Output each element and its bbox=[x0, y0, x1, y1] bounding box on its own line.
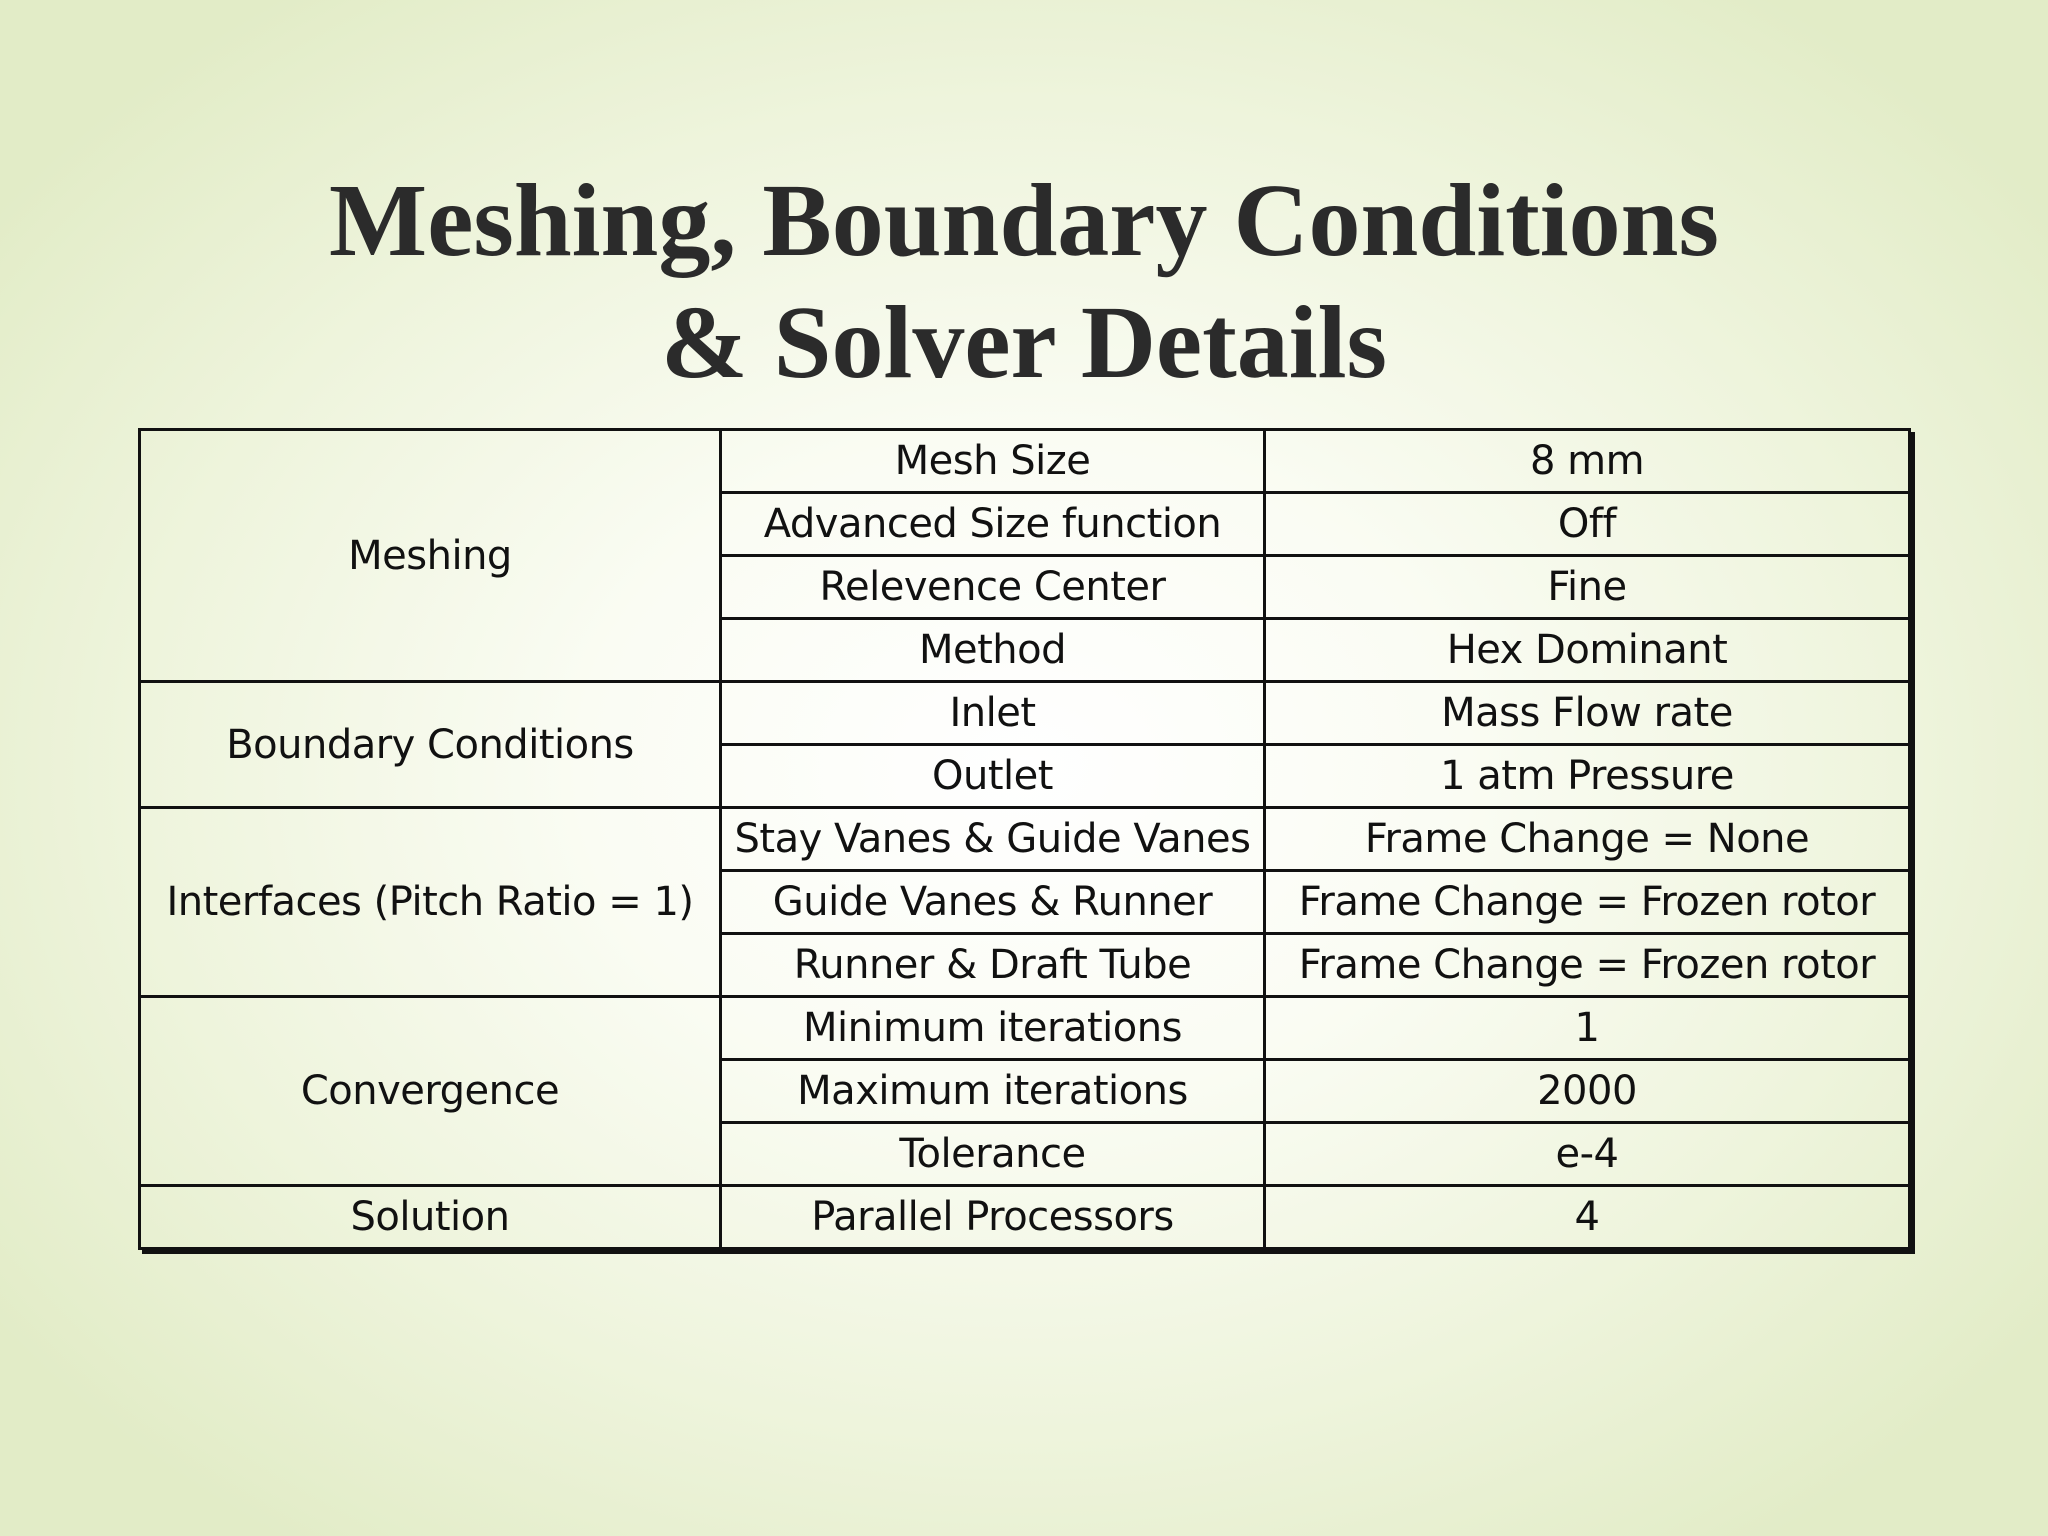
table-row bbox=[140, 430, 1910, 493]
parameter-cell: Mesh Size bbox=[721, 430, 1265, 493]
value-cell: Off bbox=[1265, 493, 1910, 556]
parameter-cell: Runner & Draft Tube bbox=[721, 934, 1265, 997]
group-label-solution: Solution bbox=[140, 1186, 721, 1249]
table-row bbox=[140, 1186, 1910, 1249]
value-cell: 1 bbox=[1265, 997, 1910, 1060]
value-cell: Hex Dominant bbox=[1265, 619, 1910, 682]
parameter-cell: Relevence Center bbox=[721, 556, 1265, 619]
value-cell: 2000 bbox=[1265, 1060, 1910, 1123]
value-cell: Fine bbox=[1265, 556, 1910, 619]
value-cell: Frame Change = Frozen rotor bbox=[1265, 934, 1910, 997]
table-row bbox=[140, 808, 1910, 871]
slide-title-line-2: & Solver Details bbox=[661, 285, 1387, 400]
value-cell: e-4 bbox=[1265, 1123, 1910, 1186]
value-cell: Mass Flow rate bbox=[1265, 682, 1910, 745]
value-cell: 4 bbox=[1265, 1186, 1910, 1249]
parameter-cell: Tolerance bbox=[721, 1123, 1265, 1186]
parameter-cell: Minimum iterations bbox=[721, 997, 1265, 1060]
parameter-cell: Maximum iterations bbox=[721, 1060, 1265, 1123]
parameter-cell: Inlet bbox=[721, 682, 1265, 745]
parameter-cell: Guide Vanes & Runner bbox=[721, 871, 1265, 934]
table-row bbox=[140, 997, 1910, 1060]
parameter-cell: Method bbox=[721, 619, 1265, 682]
value-cell: 8 mm bbox=[1265, 430, 1910, 493]
parameter-cell: Outlet bbox=[721, 745, 1265, 808]
slide-title-line-1: Meshing, Boundary Conditions bbox=[329, 163, 1719, 278]
group-label-boundary-conditions: Boundary Conditions bbox=[140, 682, 721, 808]
parameter-cell: Parallel Processors bbox=[721, 1186, 1265, 1249]
value-cell: Frame Change = None bbox=[1265, 808, 1910, 871]
group-label-interfaces: Interfaces (Pitch Ratio = 1) bbox=[140, 808, 721, 997]
value-cell: 1 atm Pressure bbox=[1265, 745, 1910, 808]
solver-details-table bbox=[138, 428, 1911, 1250]
parameter-cell: Stay Vanes & Guide Vanes bbox=[721, 808, 1265, 871]
table-row bbox=[140, 682, 1910, 745]
value-cell: Frame Change = Frozen rotor bbox=[1265, 871, 1910, 934]
parameter-cell: Advanced Size function bbox=[721, 493, 1265, 556]
group-label-meshing: Meshing bbox=[140, 430, 721, 682]
slide-title bbox=[0, 160, 2048, 404]
group-label-convergence: Convergence bbox=[140, 997, 721, 1186]
